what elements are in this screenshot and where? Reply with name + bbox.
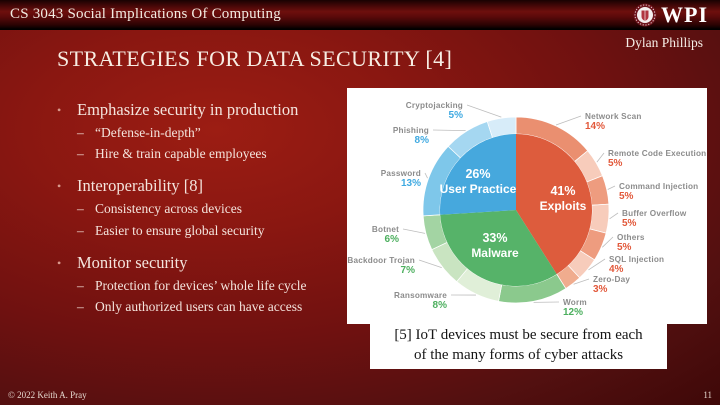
chart-caption [370,324,667,369]
caption-line: [5] IoT devices must be secure from each [394,327,643,343]
ring-label-name: Remote Code Execution [608,149,707,158]
ring-label-name: Ransomware [394,291,447,300]
bullet-icon: • [57,255,62,270]
ring-label-name: Zero-Day [593,275,631,284]
course-title: CS 3043 Social Implications Of Computing [10,6,281,22]
pie-group-name: Malware [471,246,519,260]
dash-icon: – [77,201,84,217]
ring-label-pct: 7% [400,265,415,276]
bullet-text: Emphasize security in production [77,100,299,119]
slide-number: 11 [703,390,712,400]
ring-label-pct: 13% [400,178,421,189]
sub-bullet-text: Protection for devices’ whole life cycle [95,277,307,293]
author-name: Dylan Phillips [625,35,703,50]
header-bar [0,0,720,30]
bullet-icon: • [57,179,62,194]
sub-bullet-text: Hire & train capable employees [95,146,267,162]
bullet-group [57,101,357,162]
bullet-icon: • [57,103,62,117]
leader-line [403,229,425,233]
sub-bullet-text: “Defense-in-depth” [95,124,201,140]
cyber-attack-pie-chart [347,88,707,324]
list-item [57,101,357,120]
ring-label-pct: 5% [619,191,634,202]
ring-label-name: Backdoor Trojan [347,256,415,265]
wpi-logo [633,2,708,28]
dash-icon: – [77,124,84,140]
sub-list-item [77,223,357,239]
ring-label-pct: 8% [432,300,447,311]
dash-icon: – [77,146,84,162]
sub-bullet-text: Easier to ensure global security [95,222,265,238]
sub-list-item [77,278,357,294]
dash-icon: – [77,298,84,314]
bullet-list [57,101,357,330]
sub-list-item [77,299,357,315]
sub-list-item [77,146,357,162]
bullet-text: Monitor security [77,252,188,272]
bullet-group [57,177,357,238]
bullet-group [57,254,357,315]
pie-group-name: User Practice [439,182,517,196]
leader-line [467,105,501,117]
ring-label-name: Cryptojacking [405,101,463,110]
leader-line [608,186,615,189]
ring-label-name: Others [617,233,645,242]
list-item [57,177,357,196]
leader-line [556,116,581,125]
sub-bullet-text: Only authorized users can have access [95,298,303,314]
ring-label-name: SQL Injection [609,255,665,264]
copyright-text: © 2022 Keith A. Pray [8,390,87,400]
pie-group-pct: 41% [550,184,576,198]
wpi-crest-icon [633,3,657,27]
ring-label-pct: 5% [608,158,623,169]
ring-label-pct: 6% [384,234,399,245]
ring-label-name: Worm [563,298,587,307]
ring-label-name: Command Injection [619,182,699,191]
pie-group-pct: 26% [465,167,491,181]
dash-icon: – [77,277,84,293]
pie-chart-svg [347,88,707,324]
caption-line: of the many forms of cyber attacks [413,346,624,363]
ring-label-name: Password [380,169,421,178]
ring-label-pct: 14% [585,121,606,132]
pie-group-name: Exploits [539,199,587,213]
ring-label-name: Buffer Overflow [622,209,687,218]
ring-label-pct: 5% [448,110,463,121]
ring-label-pct: 12% [563,307,584,318]
slide-title: STRATEGIES FOR DATA SECURITY [4] [57,46,453,71]
leader-line [597,153,604,162]
list-item [57,254,357,273]
pie-group-pct: 33% [482,231,508,245]
ring-label-pct: 3% [593,284,608,295]
ring-label-pct: 5% [617,242,632,253]
wpi-logo-text: WPI [661,2,708,27]
bullet-text: Interoperability [8] [77,176,203,196]
ring-label-pct: 4% [609,264,624,275]
sub-bullet-text: Consistency across devices [95,201,242,217]
ring-label-name: Botnet [371,225,399,234]
dash-icon: – [77,222,84,238]
sub-list-item [77,201,357,217]
ring-label-pct: 8% [414,135,429,146]
sub-list-item [77,125,357,141]
leader-line [425,173,428,178]
ring-label-pct: 5% [622,218,637,229]
leader-line [433,130,466,131]
leader-line [610,213,618,219]
ring-segment [590,204,609,233]
ring-label-name: Network Scan [585,112,642,121]
ring-label-name: Phishing [392,126,429,135]
